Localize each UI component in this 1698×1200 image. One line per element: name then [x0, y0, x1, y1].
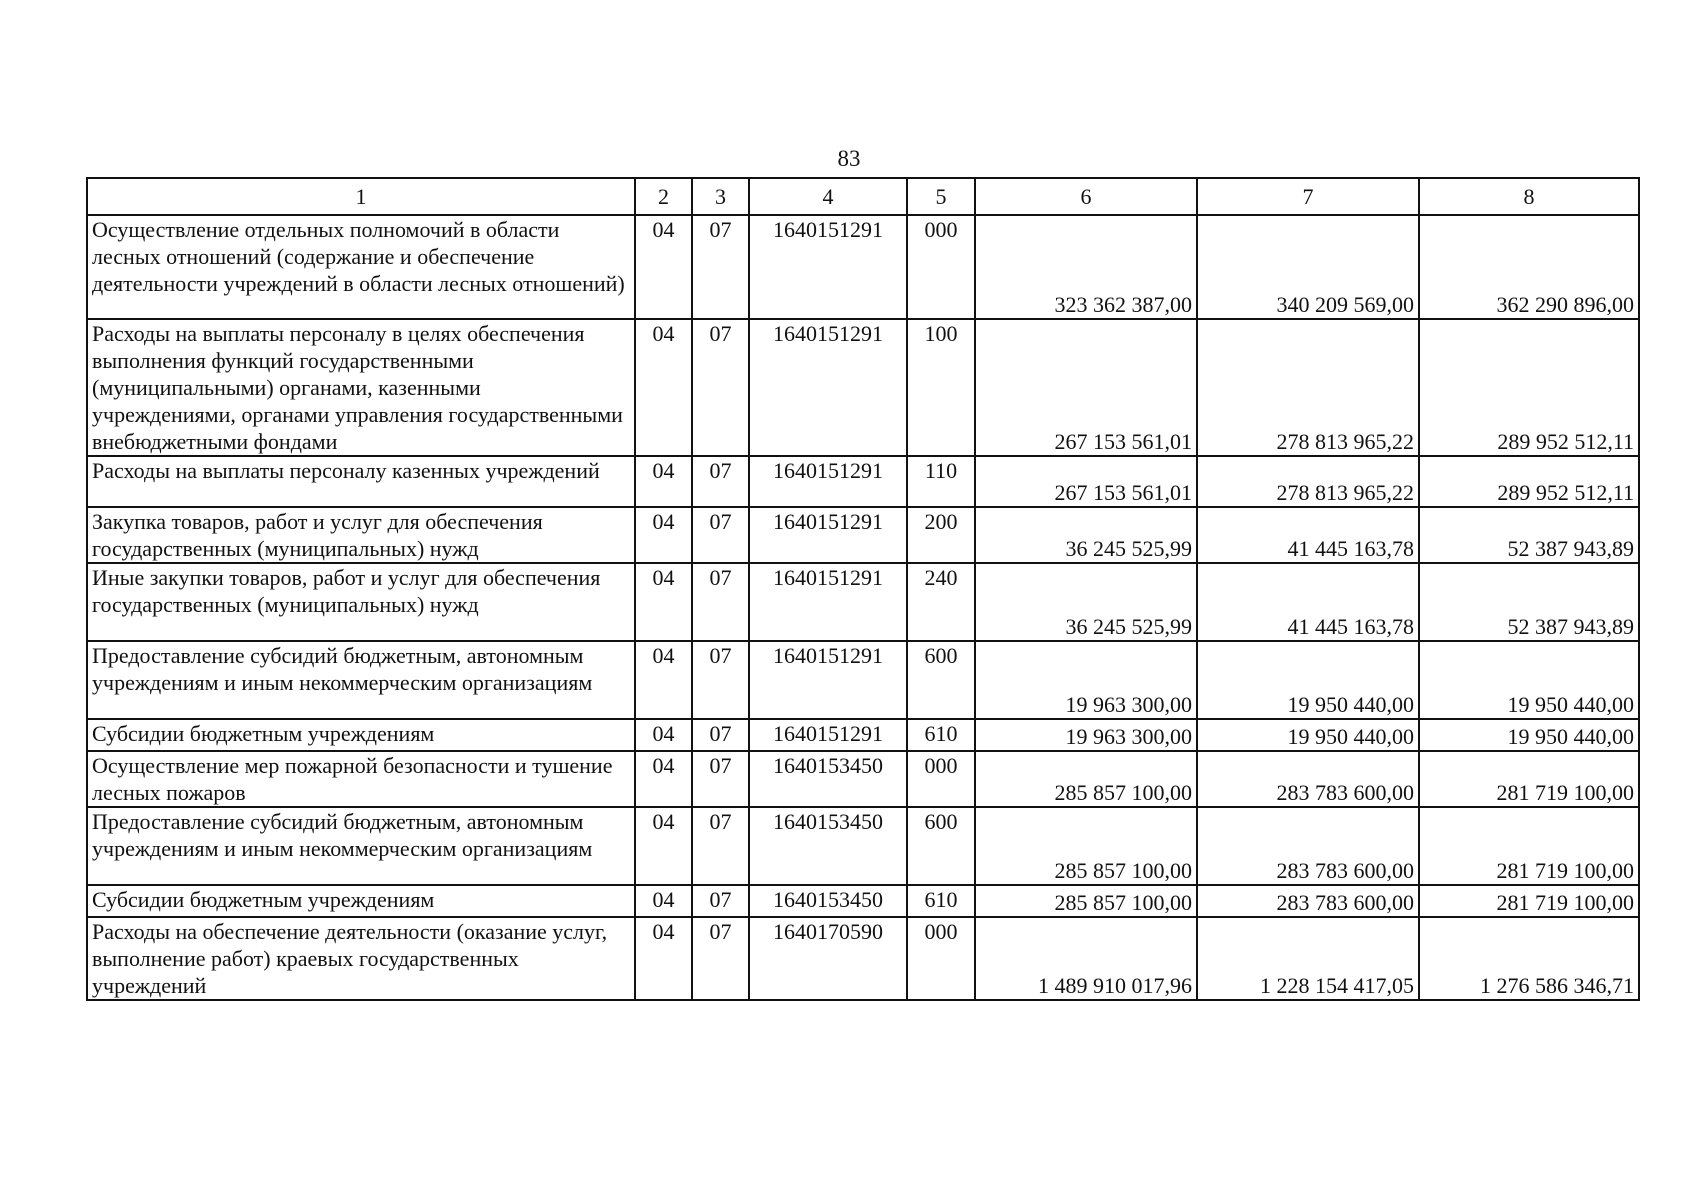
row-amount-year-2: 283 783 600,00	[1197, 885, 1419, 917]
row-expense-type-code: 000	[907, 917, 975, 1000]
row-amount-year-1: 19 963 300,00	[975, 719, 1197, 751]
row-amount-year-3: 289 952 512,11	[1419, 456, 1639, 507]
row-expense-type-code: 240	[907, 563, 975, 641]
row-amount-year-1: 285 857 100,00	[975, 751, 1197, 807]
row-subsection-code: 07	[692, 751, 749, 807]
row-target-article-code: 1640151291	[749, 319, 907, 456]
row-amount-year-1: 285 857 100,00	[975, 807, 1197, 885]
table-row	[87, 563, 1639, 641]
row-target-article-code: 1640151291	[749, 563, 907, 641]
row-name-cell: Иные закупки товаров, работ и услуг для обеспечения государственных (муниципальных) нужд	[87, 563, 635, 641]
row-amount-year-3: 281 719 100,00	[1419, 885, 1639, 917]
row-amount-year-2: 1 228 154 417,05	[1197, 917, 1419, 1000]
table-header-row	[87, 178, 1639, 215]
row-name-cell: Расходы на обеспечение деятельности (оказание услуг, выполнение работ) краевых государственных учреждений	[87, 917, 635, 1000]
column-header-5: 5	[907, 178, 975, 215]
column-header-6: 6	[975, 178, 1197, 215]
row-target-article-code: 1640153450	[749, 885, 907, 917]
row-amount-year-2: 278 813 965,22	[1197, 319, 1419, 456]
table-row	[87, 885, 1639, 917]
row-target-article-code: 1640153450	[749, 751, 907, 807]
row-expense-type-code: 110	[907, 456, 975, 507]
column-header-3: 3	[692, 178, 749, 215]
row-section-code: 04	[635, 751, 692, 807]
row-name-cell: Расходы на выплаты персоналу казенных учреждений	[87, 456, 635, 507]
row-section-code: 04	[635, 456, 692, 507]
row-subsection-code: 07	[692, 319, 749, 456]
row-amount-year-2: 283 783 600,00	[1197, 751, 1419, 807]
row-amount-year-3: 281 719 100,00	[1419, 807, 1639, 885]
row-expense-type-code: 600	[907, 641, 975, 719]
row-amount-year-1: 36 245 525,99	[975, 507, 1197, 563]
row-amount-year-1: 19 963 300,00	[975, 641, 1197, 719]
row-name-cell: Осуществление мер пожарной безопасности и тушение лесных пожаров	[87, 751, 635, 807]
row-amount-year-3: 1 276 586 346,71	[1419, 917, 1639, 1000]
row-amount-year-2: 41 445 163,78	[1197, 507, 1419, 563]
row-amount-year-3: 52 387 943,89	[1419, 507, 1639, 563]
table-row	[87, 507, 1639, 563]
row-subsection-code: 07	[692, 563, 749, 641]
table-row	[87, 807, 1639, 885]
row-section-code: 04	[635, 917, 692, 1000]
row-section-code: 04	[635, 807, 692, 885]
row-target-article-code: 1640151291	[749, 215, 907, 319]
row-amount-year-3: 281 719 100,00	[1419, 751, 1639, 807]
row-amount-year-2: 19 950 440,00	[1197, 719, 1419, 751]
row-amount-year-1: 323 362 387,00	[975, 215, 1197, 319]
column-header-8: 8	[1419, 178, 1639, 215]
row-expense-type-code: 000	[907, 215, 975, 319]
row-section-code: 04	[635, 641, 692, 719]
row-amount-year-3: 362 290 896,00	[1419, 215, 1639, 319]
row-section-code: 04	[635, 885, 692, 917]
row-section-code: 04	[635, 563, 692, 641]
row-expense-type-code: 200	[907, 507, 975, 563]
row-amount-year-2: 278 813 965,22	[1197, 456, 1419, 507]
table-row	[87, 215, 1639, 319]
row-subsection-code: 07	[692, 456, 749, 507]
row-amount-year-2: 340 209 569,00	[1197, 215, 1419, 319]
row-name-cell: Закупка товаров, работ и услуг для обеспечения государственных (муниципальных) нужд	[87, 507, 635, 563]
table-row	[87, 719, 1639, 751]
row-amount-year-1: 1 489 910 017,96	[975, 917, 1197, 1000]
row-expense-type-code: 610	[907, 885, 975, 917]
row-expense-type-code: 600	[907, 807, 975, 885]
row-section-code: 04	[635, 319, 692, 456]
row-subsection-code: 07	[692, 641, 749, 719]
row-subsection-code: 07	[692, 885, 749, 917]
row-section-code: 04	[635, 719, 692, 751]
row-target-article-code: 1640151291	[749, 641, 907, 719]
row-target-article-code: 1640151291	[749, 507, 907, 563]
row-amount-year-2: 41 445 163,78	[1197, 563, 1419, 641]
row-amount-year-2: 19 950 440,00	[1197, 641, 1419, 719]
table-row	[87, 319, 1639, 456]
row-name-cell: Осуществление отдельных полномочий в области лесных отношений (содержание и обеспечение деятельности учреждений в области лесных отношений)	[87, 215, 635, 319]
row-name-cell: Расходы на выплаты персоналу в целях обеспечения выполнения функций государственными (муниципальными) органами, казенными учреждениями, органами управления государственными внебюджетными фондами	[87, 319, 635, 456]
table-row	[87, 456, 1639, 507]
row-subsection-code: 07	[692, 507, 749, 563]
table-row	[87, 751, 1639, 807]
row-section-code: 04	[635, 215, 692, 319]
row-target-article-code: 1640153450	[749, 807, 907, 885]
row-target-article-code: 1640151291	[749, 456, 907, 507]
column-header-7: 7	[1197, 178, 1419, 215]
row-expense-type-code: 000	[907, 751, 975, 807]
table-row	[87, 641, 1639, 719]
row-name-cell: Субсидии бюджетным учреждениям	[87, 719, 635, 751]
row-amount-year-1: 267 153 561,01	[975, 456, 1197, 507]
column-header-4: 4	[749, 178, 907, 215]
row-amount-year-3: 19 950 440,00	[1419, 719, 1639, 751]
page-number: 83	[837, 146, 861, 171]
row-target-article-code: 1640170590	[749, 917, 907, 1000]
row-amount-year-1: 285 857 100,00	[975, 885, 1197, 917]
row-section-code: 04	[635, 507, 692, 563]
row-subsection-code: 07	[692, 917, 749, 1000]
row-expense-type-code: 100	[907, 319, 975, 456]
row-amount-year-3: 289 952 512,11	[1419, 319, 1639, 456]
row-subsection-code: 07	[692, 215, 749, 319]
row-amount-year-1: 36 245 525,99	[975, 563, 1197, 641]
row-name-cell: Субсидии бюджетным учреждениям	[87, 885, 635, 917]
column-header-1: 1	[87, 178, 635, 215]
column-header-2: 2	[635, 178, 692, 215]
row-subsection-code: 07	[692, 719, 749, 751]
row-name-cell: Предоставление субсидий бюджетным, автономным учреждениям и иным некоммерческим организациям	[87, 641, 635, 719]
budget-table	[86, 177, 1640, 1001]
row-expense-type-code: 610	[907, 719, 975, 751]
row-subsection-code: 07	[692, 807, 749, 885]
row-amount-year-2: 283 783 600,00	[1197, 807, 1419, 885]
row-target-article-code: 1640151291	[749, 719, 907, 751]
row-amount-year-1: 267 153 561,01	[975, 319, 1197, 456]
row-amount-year-3: 52 387 943,89	[1419, 563, 1639, 641]
row-name-cell: Предоставление субсидий бюджетным, автономным учреждениям и иным некоммерческим организациям	[87, 807, 635, 885]
row-amount-year-3: 19 950 440,00	[1419, 641, 1639, 719]
table-row	[87, 917, 1639, 1000]
